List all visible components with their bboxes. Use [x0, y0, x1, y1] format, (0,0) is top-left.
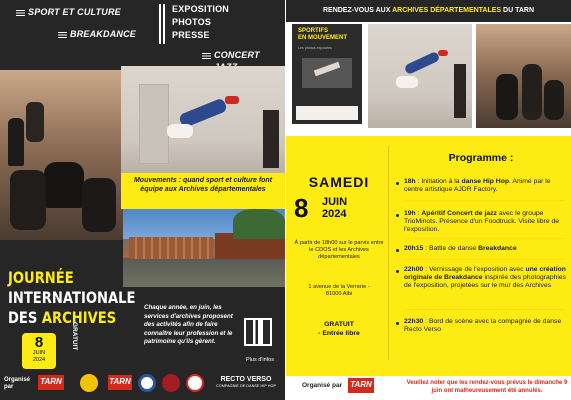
header-banner: RENDEZ-VOUS AUX ARCHIVES DÉPARTEMENTALES DU TARN [286, 0, 571, 22]
separator [404, 259, 564, 260]
dancer-figure [10, 170, 46, 230]
breakdance-photo-2 [368, 24, 472, 128]
dancer-figure [82, 178, 116, 232]
tag-breakdance: BREAKDANCE [58, 29, 136, 39]
date-badge: 8 JUIN 2024 [22, 333, 56, 369]
poster-title: SPORTIFS EN MOUVEMENT [298, 28, 348, 41]
bullet-icon [396, 270, 399, 273]
date-column: SAMEDI 8 JUIN 2024 [292, 174, 386, 222]
bars-icon [58, 32, 67, 38]
tag-concert-block: CONCERT [202, 49, 260, 73]
separator [404, 200, 564, 201]
partner-logo [162, 374, 180, 392]
poster-thumbnail: SPORTIFS EN MOUVEMENT Les photos exposées [292, 24, 362, 124]
partner-logo [80, 374, 98, 392]
tarn-logo: TARN [38, 375, 64, 390]
gratuit-vertical: GRATUIT [71, 322, 78, 351]
breakdance-photo [121, 66, 285, 173]
dancer-figure [44, 162, 84, 208]
organise-par-label: Organisé par [302, 382, 343, 389]
recto-verso-logo: RECTO VERSO COMPAGNIE DE DANSE HIP HOP [216, 376, 276, 388]
programme-item: 18h : Initiation à la danse Hip Hop. Animé par le centre artistique AJDR Factory. [404, 178, 551, 194]
bullet-icon [396, 322, 399, 325]
dancer-figure [522, 64, 542, 120]
plus-infos-label: Plus d'infos [246, 357, 274, 363]
building-facade [129, 237, 213, 259]
dancer-legs [404, 51, 441, 75]
partner-logo [186, 374, 204, 392]
divider-bar [159, 4, 161, 44]
poster-image [302, 58, 352, 88]
dancer-figure [26, 102, 44, 142]
qr-pattern [246, 320, 270, 344]
poster-figure [314, 62, 340, 77]
caption-text: Mouvements : quand sport et culture font équipe aux Archives départementales [133, 177, 273, 193]
date-big: 8 JUIN 2024 [294, 193, 348, 223]
dancer-shoe [438, 50, 448, 56]
dancer-figure [8, 118, 24, 166]
divider-bar [163, 4, 165, 44]
programme-item: 22h30 : Bord de scène avec la compagnie de danse Recto Verso [404, 318, 562, 334]
caption-box [121, 173, 285, 209]
programme-item: 22h00 : Vernissage de l'exposition avec une création originale de Breakdance inspirée des photographies de l'exposition, projetées sur le mur des Archives [404, 266, 567, 290]
separator [404, 309, 564, 310]
separator [404, 238, 564, 239]
tag-exposition-block: EXPOSITION PHOTOS PRESSE [172, 4, 230, 40]
column-divider [388, 146, 389, 360]
cancellation-notice: Veuillez noter que les rendez-vous prévus le dimanche 9 juin ont malheureusement été annulés. [406, 380, 568, 394]
dancer-figure [496, 74, 518, 120]
tag-sport-culture: SPORT ET CULTURE [16, 7, 121, 17]
entry-info: GRATUIT - Entrée libre [318, 321, 360, 337]
dancer-shoe [225, 96, 239, 104]
poster-logos-strip [296, 106, 358, 120]
bars-icon [202, 53, 211, 59]
place-info: À partir de 18h00 sur le parvis entre le CDOS et les Archives départementales [294, 240, 384, 260]
event-title: JOURNÉE INTERNATIONALE DES ARCHIVES [8, 268, 136, 327]
programme-title: Programme : [448, 152, 514, 164]
bullet-icon [396, 182, 399, 185]
tree [233, 209, 285, 239]
window-frame [139, 84, 169, 164]
speaker-stand [263, 110, 279, 168]
dancer-torso [167, 124, 193, 138]
dancer-torso [396, 76, 418, 88]
tarn-sport-logo: TARN [108, 375, 132, 390]
right-panel [286, 0, 571, 400]
dancers-photo-2 [476, 24, 571, 128]
bullet-icon [396, 249, 399, 252]
qr-code[interactable] [244, 318, 272, 346]
bullet-icon [396, 214, 399, 217]
speaker-stand [454, 64, 466, 118]
tarn-logo: TARN [348, 378, 374, 393]
bars-icon [16, 10, 25, 16]
building-photo [123, 209, 285, 287]
organise-par-label: Organisé par [4, 377, 31, 390]
programme-item: 20h15 : Battle de danse Breakdance [404, 245, 517, 252]
left-panel [0, 0, 285, 400]
info-text: Chaque année, en juin, les services d'archives proposent des activités afin de faire connaître leur profession et le patrimoine qu'ils gèrent. [144, 304, 233, 345]
dancer-figure [544, 80, 564, 120]
programme-item: 19h : Apéritif Concert de jazz avec le groupe TrioMinots. Présence d'un Foodtruck. Visite libre de l'exposition. [404, 210, 560, 234]
dancers-photo [0, 70, 123, 240]
cdos-logo [138, 374, 156, 392]
address: 1 avenue de la Verrerie - 81000 Albi [308, 284, 370, 297]
